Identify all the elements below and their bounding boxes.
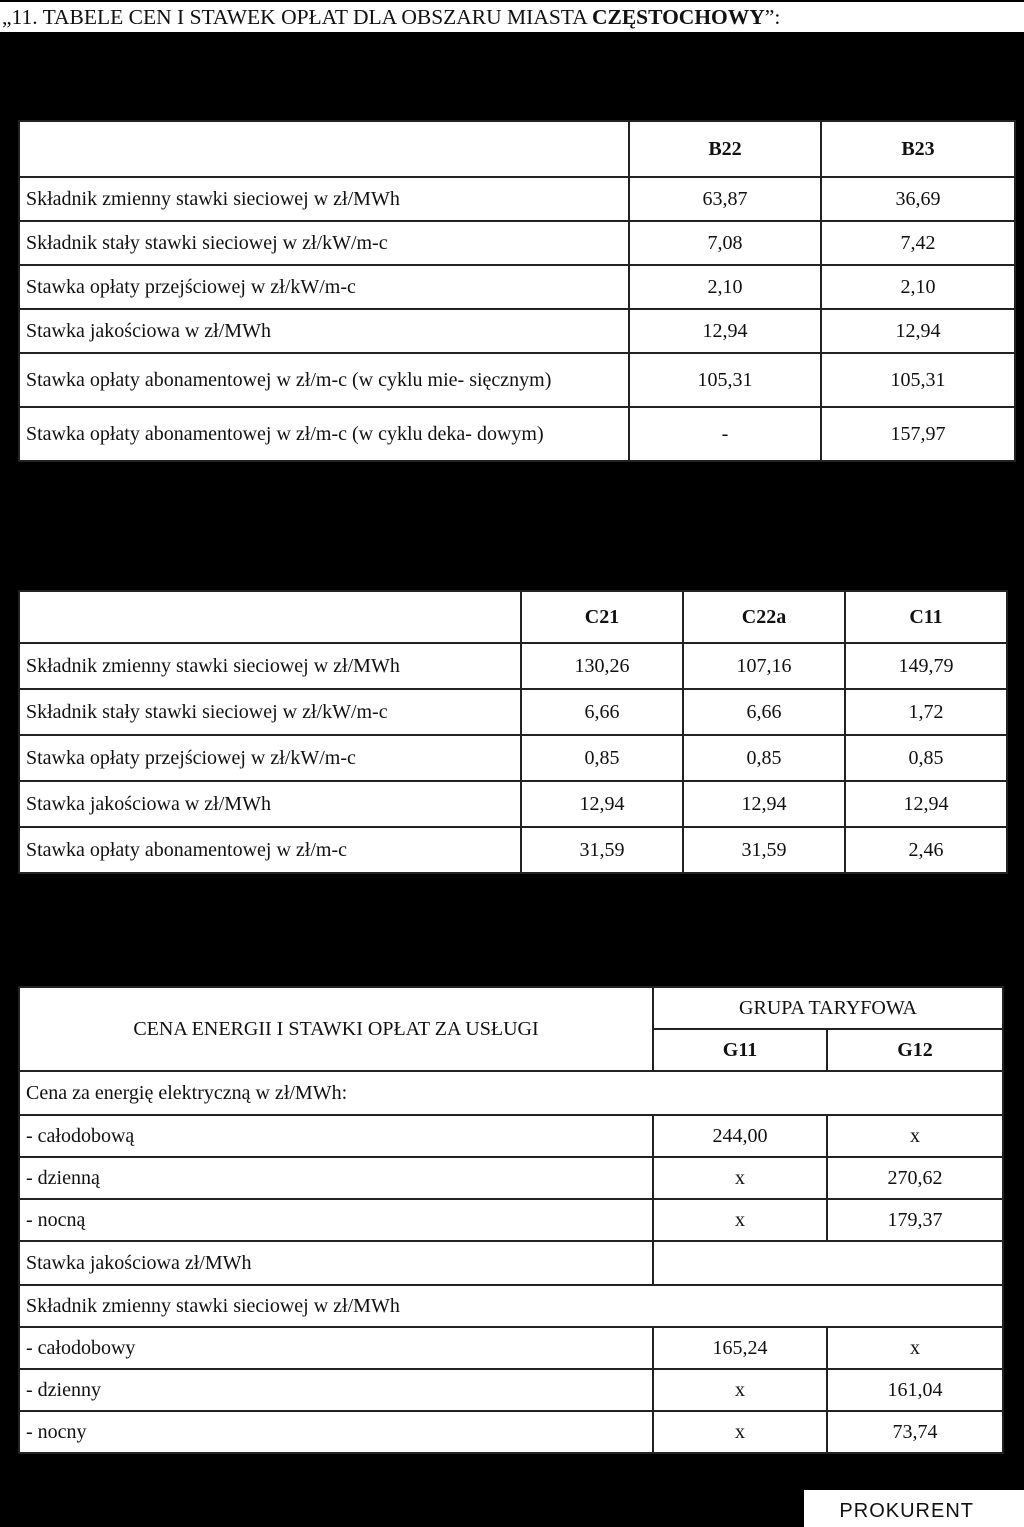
row-label: - nocny [19, 1411, 653, 1453]
row-label: - całodobową [19, 1115, 653, 1157]
table-row [19, 689, 1007, 735]
cell-value: 130,26 [521, 643, 683, 689]
table-row [19, 265, 1015, 309]
table-row [19, 177, 1015, 221]
cell-value: 105,31 [821, 353, 1015, 407]
table-row [19, 1327, 1003, 1369]
row-label: Składnik zmienny stawki sieciowej w zł/MWh [19, 177, 629, 221]
cell-value: 73,74 [827, 1411, 1003, 1453]
row-label: - całodobowy [19, 1327, 653, 1369]
cell-value: 0,85 [845, 735, 1007, 781]
column-header: G11 [653, 1029, 827, 1071]
column-header: G12 [827, 1029, 1003, 1071]
page-title: „11. TABELE CEN I STAWEK OPŁAT DLA OBSZARU MIASTA CZĘSTOCHOWY”: [0, 2, 1024, 32]
cell-value: 7,08 [629, 221, 821, 265]
table-row [19, 1411, 1003, 1453]
cell-value: 6,66 [683, 689, 845, 735]
table-row [19, 735, 1007, 781]
row-label: Składnik zmienny stawki sieciowej w zł/MWh [19, 643, 521, 689]
table-caption: CENA ENERGII I STAWKI OPŁAT ZA USŁUGI [19, 987, 653, 1071]
cell-value: x [827, 1115, 1003, 1157]
cell-value: 161,04 [827, 1369, 1003, 1411]
cell-value: 31,59 [521, 827, 683, 873]
column-header: B22 [629, 121, 821, 177]
cell-value: 165,24 [653, 1327, 827, 1369]
cell-value: 12,94 [821, 309, 1015, 353]
column-header: B23 [821, 121, 1015, 177]
row-label: - nocną [19, 1199, 653, 1241]
cell-value: 179,37 [827, 1199, 1003, 1241]
cell-empty [653, 1241, 1003, 1285]
prokurent-stamp: PROKURENT [839, 1500, 974, 1522]
cell-value: 0,85 [683, 735, 845, 781]
cell-value: 6,66 [521, 689, 683, 735]
cell-value: x [653, 1199, 827, 1241]
cell-value: 12,94 [521, 781, 683, 827]
row-label: Składnik stały stawki sieciowej w zł/kW/m-c [19, 221, 629, 265]
cell-value: 107,16 [683, 643, 845, 689]
cell-value: 63,87 [629, 177, 821, 221]
section-label: Cena za energię elektryczną w zł/MWh: [19, 1071, 1003, 1115]
table-row [19, 407, 1015, 461]
header-empty [19, 121, 629, 177]
header-empty [19, 591, 521, 643]
cell-value: 157,97 [821, 407, 1015, 461]
cell-value: 149,79 [845, 643, 1007, 689]
cell-value: 7,42 [821, 221, 1015, 265]
cell-value: 12,94 [845, 781, 1007, 827]
table-row [19, 1157, 1003, 1199]
column-header: C11 [845, 591, 1007, 643]
column-header: C21 [521, 591, 683, 643]
row-label: Stawka jakościowa zł/MWh [19, 1241, 653, 1285]
row-label: Stawka opłaty abonamentowej w zł/m-c (w cyklu deka- dowym) [19, 407, 629, 461]
table-row [19, 1115, 1003, 1157]
cell-value: 31,59 [683, 827, 845, 873]
cell-value: 105,31 [629, 353, 821, 407]
cell-value: x [653, 1157, 827, 1199]
row-label: Stawka jakościowa w zł/MWh [19, 781, 521, 827]
cell-value: x [653, 1369, 827, 1411]
table-row [19, 827, 1007, 873]
table-row [19, 643, 1007, 689]
cell-value: 36,69 [821, 177, 1015, 221]
table-row [19, 1369, 1003, 1411]
row-label: Stawka opłaty przejściowej w zł/kW/m-c [19, 265, 629, 309]
group-label: GRUPA TARYFOWA [653, 987, 1003, 1029]
table-row [19, 309, 1015, 353]
row-label: Stawka opłaty abonamentowej w zł/m-c (w cyklu mie- sięcznym) [19, 353, 629, 407]
table-row [19, 221, 1015, 265]
table-row [19, 353, 1015, 407]
cell-value: x [827, 1327, 1003, 1369]
table-row [19, 1241, 1003, 1285]
cell-value: 1,72 [845, 689, 1007, 735]
cell-value: 12,94 [683, 781, 845, 827]
cell-value: 2,46 [845, 827, 1007, 873]
table-row [19, 781, 1007, 827]
column-header: C22a [683, 591, 845, 643]
cell-value: 2,10 [629, 265, 821, 309]
row-label: Stawka opłaty abonamentowej w zł/m-c [19, 827, 521, 873]
cell-value: - [629, 407, 821, 461]
cell-value: 270,62 [827, 1157, 1003, 1199]
section-label: Składnik zmienny stawki sieciowej w zł/MWh [19, 1285, 1003, 1327]
table-row [19, 1199, 1003, 1241]
cell-value: x [653, 1411, 827, 1453]
tariff-table-g [18, 986, 1004, 1454]
row-label: Stawka jakościowa w zł/MWh [19, 309, 629, 353]
cell-value: 0,85 [521, 735, 683, 781]
row-label: - dzienną [19, 1157, 653, 1199]
row-label: Składnik stały stawki sieciowej w zł/kW/m-c [19, 689, 521, 735]
tariff-table-b [18, 120, 1016, 462]
cell-value: 12,94 [629, 309, 821, 353]
row-label: - dzienny [19, 1369, 653, 1411]
cell-value: 244,00 [653, 1115, 827, 1157]
row-label: Stawka opłaty przejściowej w zł/kW/m-c [19, 735, 521, 781]
cell-value: 2,10 [821, 265, 1015, 309]
tariff-table-c [18, 590, 1008, 874]
